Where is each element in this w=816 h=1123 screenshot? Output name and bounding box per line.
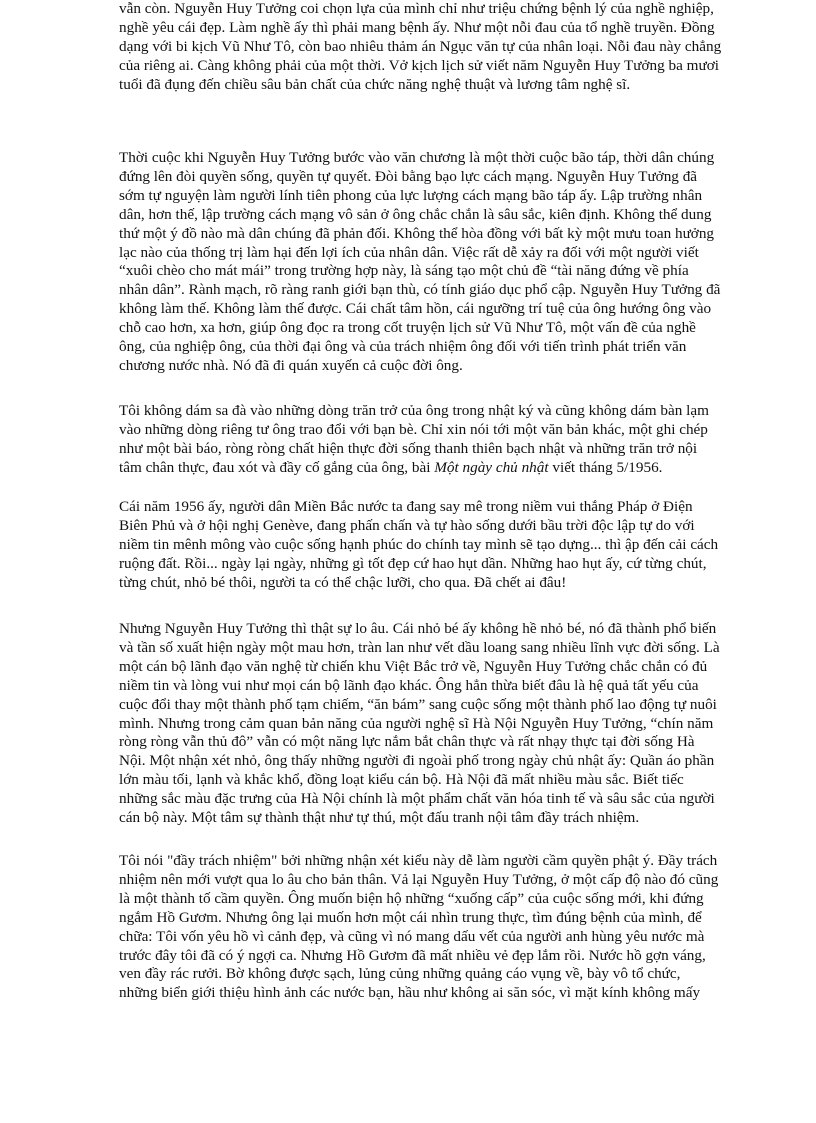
text-line: dạng với bi kịch Vũ Như Tô, còn bao nhiêu thảm án Ngục văn tự của nhân loại. Nỗi đau này chẳng (119, 37, 722, 55)
text-line: của riêng ai. Càng không phải của một thời. Vở kịch lịch sử viết năm Nguyễn Huy Tưởng ba mươi (119, 56, 719, 74)
text-line: và tần số xuất hiện ngày một mau hơn, tràn lan như vết dầu loang sang nhiều lĩnh vực đời sống. Là (119, 638, 720, 656)
text-line: sớm tự nguyện làm người lính tiên phong của lực lượng cách mạng bão táp ấy. Lập trường nhân (119, 186, 703, 204)
paragraph-6 (119, 852, 759, 1003)
text-line: dân, hơn thế, lập trường cách mạng vô sản ở ông chắc chắn là sâu sắc, kiên định. Không thể dung (119, 205, 712, 223)
paragraph-5 (119, 620, 759, 828)
text-line: là một thành tố cầm quyền. Ông muốn biện hộ những “xuống cấp” của cuộc sống mới, khi đứng (119, 889, 704, 907)
paragraph-1 (119, 0, 759, 95)
text-line: niềm tin và lòng vui như mọi cán bộ lãnh đạo khác. Ông hẳn thừa biết đâu là hệ quả tất yếu của (119, 676, 699, 694)
text-line: chỗ cao hơn, xa hơn, giúp ông đọc ra trong cốt truyện lịch sử Vũ Như Tô, một vấn đề của nghề (119, 319, 696, 337)
text-line: không làm thế. Không làm thế được. Cái chất tâm hồn, cái ngưỡng trí tuệ của ông hướng ông vào (119, 300, 712, 318)
text-line: chữa: Tôi vốn yêu hồ vì cảnh đẹp, và cũng vì nó mang dấu vết của người anh hùng yêu nước mà (119, 927, 705, 945)
text-line: nghề yêu cái đẹp. Làm nghề ấy thì phải mang bệnh ấy. Như một nỗi đau của tổ nghề truyền. Đồng (119, 18, 715, 36)
text-line-with-title (119, 459, 759, 478)
text-line: vẫn còn. Nguyễn Huy Tưởng coi chọn lựa của mình chỉ như triệu chứng bệnh lý của nghề nghiệp, (119, 0, 714, 17)
text-line: Tôi không dám sa đà vào những dòng trăn trở của ông trong nhật ký và cũng không dám bàn lạm (119, 402, 709, 419)
text-line: tuổi đã đụng đến chiều sâu bản chất của chức năng nghệ thuật và lương tâm nghệ sĩ. (119, 75, 631, 93)
text-line: nhiệm nên mới vượt qua lo âu cho bản thân. Vả lại Nguyễn Huy Tưởng, ở một cấp độ nào đó cũng (119, 870, 719, 888)
text-line: Nhưng Nguyễn Huy Tưởng thì thật sự lo âu. Cái nhỏ bé ấy không hề nhỏ bé, nó đã thành phổ biến (119, 620, 717, 637)
text-line: những biển giới thiệu hình ảnh các nước bạn, hầu như không ai săn sóc, vì mặt kính không mấy (119, 984, 701, 1002)
text-line: ngắm Hồ Gươm. Nhưng ông lại muốn hơn một cái nhìn trung thực, tìm đúng bệnh của mình, để (119, 908, 702, 926)
text-line: chương nước nhà. Nó đã đi quán xuyến cả cuộc đời ông. (119, 356, 463, 374)
text-line: niềm tin mênh mông vào cuộc sống hạnh phúc do chính tay mình sẽ tạo dựng... thì ập đến cải cách (119, 535, 719, 553)
text-line: Biên Phủ và ở hội nghị Genève, đang phấn chấn và tự hào sống dưới bầu trời độc lập tự do với (119, 516, 695, 534)
text-line: một cán bộ lãnh đạo văn nghệ từ chiến khu Việt Bắc trở về, Nguyễn Huy Tưởng chắc chắn có đủ (119, 657, 708, 675)
text-line: từng chút, nhỏ bé thôi, người ta có thể chậc lưỡi, cho qua. Đã chết ai đâu! (119, 573, 567, 591)
article-title: Một ngày chủ nhật (434, 458, 549, 476)
text-line: cuộc đổi thay một thành phố tạm chiếm, “ăn bám” sang cuộc sống một thành phố lao động tự nuôi (119, 695, 717, 713)
text-line: thứ một ý đồ nào mà dân chúng đã phản đối. Không thể hòa đồng với bất kỳ một mưu toan hưởng (119, 224, 715, 242)
text-line: ruộng đất. Rồi... ngày lại ngày, những gì tốt đẹp cứ hao hụt dần. Những hao hụt ấy, cứ từng chút, (119, 554, 707, 572)
text-line: Cái năm 1956 ấy, người dân Miền Bắc nước ta đang say mê trong niềm vui thắng Pháp ở Điện (119, 498, 693, 515)
text-line: vào những dòng riêng tư ông trao đổi với bạn bè. Chỉ xin nói tới một văn bản khác, một ghi chép (119, 420, 708, 438)
paragraph-4 (119, 498, 759, 593)
text-segment: tâm chân thực, đau xót và đầy cố gắng của ông, bài (119, 458, 435, 476)
text-line: lớn màu tối, lạnh và khắc khổ, đồng loạt kiểu cán bộ. Hà Nội đã mất nhiều màu sắc. Biết tiếc (119, 771, 684, 789)
text-segment: viết tháng 5/1956. (548, 458, 663, 476)
text-line: ven đầy rác rưởi. Bờ không được sạch, lủng củng những quảng cáo vụng về, bày vô tổ chức, (119, 965, 681, 983)
text-line: ông, của nghiệp ông, của thời đại ông và của trách nhiệm ông đối với tiến trình phát triển văn (119, 338, 687, 356)
text-line: “xuôi chèo cho mát mái” trong trường hợp này, là sáng tạo một chủ đề “tài năng đứng về phía (119, 262, 689, 280)
text-line: những sắc màu đặc trưng của Hà Nội chính là một phẩm chất văn hóa tinh tế và sâu sắc của người (119, 790, 715, 808)
text-line: như một bài báo, ròng ròng chất hiện thực đời sống thanh thiên bạch nhật và những trăn trở nội (119, 439, 698, 457)
text-line: Nội. Một nhận xét nhỏ, ông thấy những người đi ngoài phố trong ngày chủ nhật ấy: Quần áo phần (119, 752, 715, 770)
text-line: đứng lên đòi quyền sống, quyền tự quyết. Đòi bằng bạo lực cách mạng. Nguyễn Huy Tưởng đã (119, 167, 698, 185)
text-line: Thời cuộc khi Nguyễn Huy Tưởng bước vào văn chương là một thời cuộc bão táp, thời dân chúng (119, 149, 715, 166)
text-line: mình. Nhưng trong cảm quan bản năng của người nghệ sĩ Hà Nội Nguyễn Huy Tưởng, “chín năm (119, 714, 714, 732)
text-line: trước đây tôi đã có ý ngợi ca. Nhưng Hồ Gươm đã mất nhiều vẻ đẹp lắm rồi. Nước hồ gợn váng, (119, 946, 706, 964)
text-line: cán bộ này. Một tâm sự thành thật như tự thú, một đấu tranh nội tâm đầy trách nhiệm. (119, 809, 640, 827)
text-line: lạc nào của thống trị làm hại đến lợi ích của nhân dân. Việc rất dễ xảy ra đối với một người viết (119, 243, 699, 261)
text-line: nhân dân”. Rành mạch, rõ ràng ranh giới bạn thù, có tính giáo dục phổ cập. Nguyễn Huy Tưởng đã (119, 281, 721, 299)
paragraph-3 (119, 402, 759, 478)
text-line: Tôi nói "đầy trách nhiệm" bởi những nhận xét kiểu này dễ làm người cầm quyền phật ý. Đầy trách (119, 852, 718, 869)
text-line: ròng ròng vẫn thủ đô” vẫn có một năng lực nắm bắt chân thực và rất nhạy thực tại đời sống Hà (119, 733, 695, 751)
paragraph-2 (119, 149, 759, 376)
